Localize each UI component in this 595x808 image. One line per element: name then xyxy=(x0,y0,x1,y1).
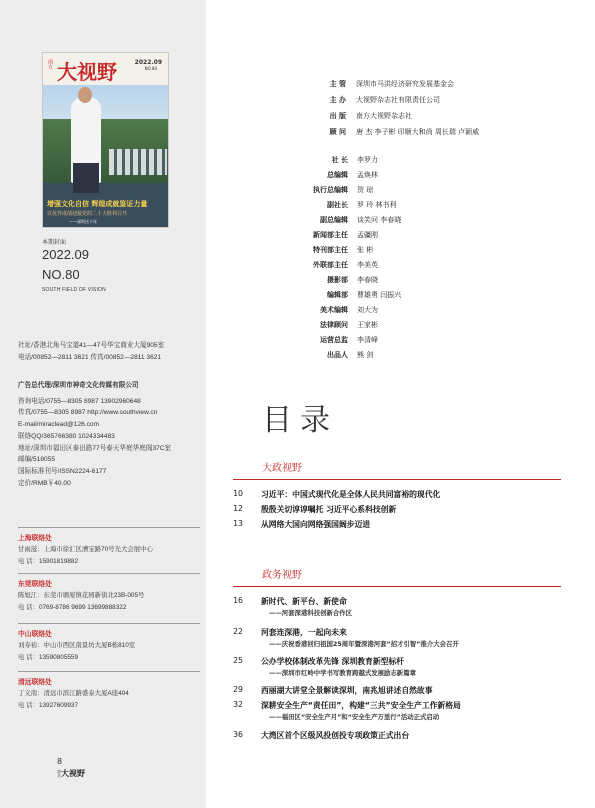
toc-entry-subtitle: ——庆祝香港回归祖国25周年暨深港河套“招才引智”推介大会召开 xyxy=(269,640,459,648)
masthead-row xyxy=(300,95,440,107)
advertising-line: 地址/深圳市福田区泰田路77号泰天华庭华庭阁37C室 xyxy=(18,444,172,452)
toc-page-number: 22 xyxy=(233,627,243,636)
masthead-row xyxy=(300,275,378,287)
cover-title: 大视野 xyxy=(57,60,117,84)
toc-entry-title: 深耕安全生产“责任田”，构建“三共”安全生产工作新格局 xyxy=(261,701,461,710)
advertising-line: E-mail/miraclead@126.com xyxy=(18,421,100,429)
masthead-row xyxy=(300,260,378,272)
masthead-label: 出品人 xyxy=(327,351,348,359)
advertising-line: 传真/0755—8305 8987 http://www.southview.cn xyxy=(18,409,158,417)
toc-entry-title: 习近平：中国式现代化是全体人民共同富裕的现代化 xyxy=(261,490,441,499)
cover-issue: 2022.09 xyxy=(134,59,162,66)
advertising-line: 定价/RMB￥40.00 xyxy=(18,479,71,487)
masthead-value: 谈笑问 李春晓 xyxy=(357,216,402,224)
masthead-row xyxy=(300,200,397,212)
cover-crowd xyxy=(109,149,167,175)
masthead-row xyxy=(300,305,378,317)
masthead-row xyxy=(300,185,374,197)
masthead-row xyxy=(300,290,402,302)
liaison-line: 刘寿裕：中山市西区南景坊大厦B栋810室 xyxy=(18,642,136,649)
masthead-label: 主 办 xyxy=(329,96,346,104)
masthead-row xyxy=(300,350,374,362)
toc-entry-subtitle: ——河套深港科技创新合作区 xyxy=(269,609,353,617)
advertising-line: 邮编/518055 xyxy=(18,456,56,464)
toc-entry-title: 从网络大国向网络强国阔步迈进 xyxy=(261,520,371,529)
toc-entry-title: 西丽湖大讲堂全景解读深圳，南兆旭讲述自然故事 xyxy=(261,686,433,695)
toc-page-number: 29 xyxy=(233,685,243,694)
masthead-value: 南方大视野杂志社 xyxy=(356,112,412,120)
liaison-title: 上海联络处 xyxy=(18,534,52,542)
masthead-value: 王家彬 xyxy=(357,321,378,329)
toc-page-number: 36 xyxy=(233,730,243,739)
cover-subheadline: 以优异成绩迎接党的二十大胜利召开 xyxy=(47,211,128,217)
cover-person-legs xyxy=(73,163,99,193)
liaison-line: 陈旭江：东莞市塘厦镇花园新街北23B-005号 xyxy=(18,592,145,599)
toc-entry-title: 殷殷关切谆谆嘱托 习近平心系科技创新 xyxy=(261,505,397,514)
masthead-value: 唐 杰 李子彬 印顺大和尚 周长瑞 卢颖威 xyxy=(356,128,480,136)
toc-page-number: 12 xyxy=(233,504,243,513)
toc-entry-subtitle: ——福田区“安全生产月”和“安全生产万里行”活动正式启动 xyxy=(269,713,440,721)
liaison-line: 电 话：15901819882 xyxy=(18,558,79,565)
masthead-value: 孟焕林 xyxy=(357,171,378,179)
masthead-row xyxy=(300,111,412,123)
masthead-row xyxy=(300,79,454,91)
masthead-label: 执行总编辑 xyxy=(313,186,348,194)
cover-small-text: 南方 xyxy=(47,59,53,69)
section-divider xyxy=(233,586,561,587)
masthead-row xyxy=(300,230,378,242)
divider xyxy=(18,573,200,574)
section-title: 大政视野 xyxy=(262,463,302,474)
masthead-label: 社 长 xyxy=(331,156,348,164)
footer-logo-text: 大视野 xyxy=(61,768,85,778)
masthead-label: 摄影部 xyxy=(327,276,348,284)
cover-headline: 增强文化自信 辉煌成就鉴证力量 xyxy=(47,200,148,208)
masthead-label: 出 版 xyxy=(329,112,346,120)
masthead-label: 运营总监 xyxy=(320,336,348,344)
address-block xyxy=(18,340,204,363)
masthead-value: 曹雄勇 闫振兴 xyxy=(357,291,402,299)
toc-entry-subtitle: ——深圳市红岭中学书写教育跨越式发展励志新篇章 xyxy=(269,669,416,677)
section-divider xyxy=(233,479,561,480)
cover-caption: 本期封面 xyxy=(42,239,67,246)
toc-page-number: 16 xyxy=(233,596,243,605)
toc-page-number: 25 xyxy=(233,656,243,665)
toc-entry-title: 河套连深港，一起向未来 xyxy=(261,628,347,637)
masthead-row xyxy=(300,335,378,347)
masthead-value: 李春晓 xyxy=(357,276,378,284)
liaison-line: 电 话：13927609937 xyxy=(18,702,79,709)
masthead-row xyxy=(300,155,378,167)
toc-entry-title: 公办学校体制改革先锋 深圳教育新型标杆 xyxy=(261,657,405,666)
toc-page-number: 10 xyxy=(233,489,243,498)
liaison-qingyuan xyxy=(18,671,204,712)
liaison-line: 甘雨滋：上海市徐汇区漕宝路70号光大会展中心 xyxy=(18,546,153,553)
advertising-line: 咨询电话/0755—8305 8987 13902960648 xyxy=(18,397,141,405)
footer-logo-small: 南方 xyxy=(57,769,61,778)
masthead-value: 罗 玲 林书利 xyxy=(357,201,397,209)
cover-tagline: ——深圳这十年 xyxy=(69,219,97,224)
liaison-line: 丁义南：清远市滨江路盛泰大厦A座404 xyxy=(18,690,129,697)
masthead-value: 李清峰 xyxy=(357,336,378,344)
masthead-row xyxy=(300,320,378,332)
masthead-label: 编辑部 xyxy=(327,291,348,299)
toc-page-number: 13 xyxy=(233,519,243,528)
masthead-value: 李美英 xyxy=(357,261,378,269)
masthead-row xyxy=(300,170,378,182)
masthead-label: 副总编辑 xyxy=(320,216,348,224)
masthead-value: 张 彬 xyxy=(357,246,374,254)
toc-title: 目录 xyxy=(262,403,338,438)
masthead-label: 美术编辑 xyxy=(320,306,348,314)
masthead-value: 大视野杂志社有限责任公司 xyxy=(356,96,440,104)
liaison-line: 电 话：13590805559 xyxy=(18,654,79,661)
advertising-line: 国际标准刊号/ISSN2224-6177 xyxy=(18,467,107,475)
masthead-label: 特刊部主任 xyxy=(313,246,348,254)
masthead-label: 顾 问 xyxy=(329,128,346,136)
cover-image xyxy=(42,52,169,228)
liaison-title: 清远联络处 xyxy=(18,678,52,686)
toc-entry-title: 大湾区首个区级风投创投专项政策正式出台 xyxy=(261,731,410,740)
masthead-label: 法律顾问 xyxy=(320,321,348,329)
cover-person-head xyxy=(78,87,92,103)
masthead-value: 熊 剑 xyxy=(357,351,374,359)
liaison-shanghai xyxy=(18,527,204,568)
toc-entry-title: 新时代、新平台、新使命 xyxy=(261,597,347,606)
masthead-label: 总编辑 xyxy=(327,171,348,179)
cover-issue-no: NO.80 xyxy=(144,66,157,71)
masthead-value: 贺 琼 xyxy=(357,186,374,194)
page-number: 8 xyxy=(57,757,63,766)
masthead-label: 主 管 xyxy=(329,80,346,88)
liaison-title: 中山联络处 xyxy=(18,630,52,638)
masthead-label: 副社长 xyxy=(327,201,348,209)
masthead-row xyxy=(300,245,374,257)
masthead-label: 外联部主任 xyxy=(313,261,348,269)
section-title: 政务视野 xyxy=(262,570,302,581)
divider xyxy=(18,623,200,624)
issue-date: 2022.09 xyxy=(42,247,89,262)
advertising-line: 联络QQ/365766380 1024334483 xyxy=(18,432,115,440)
masthead-value: 刘大为 xyxy=(357,306,378,314)
advertising-block xyxy=(18,380,204,489)
divider xyxy=(18,671,200,672)
masthead-row xyxy=(300,215,402,227)
footer-logo xyxy=(57,768,85,779)
liaison-zhongshan xyxy=(18,623,204,664)
masthead-label: 新闻部主任 xyxy=(313,231,348,239)
toc-page-number: 32 xyxy=(233,700,243,709)
phone-line: 电话/00852—2811 3621 传真/00852—2811 3621 xyxy=(18,353,162,361)
divider xyxy=(18,527,200,528)
liaison-title: 东莞联络处 xyxy=(18,580,52,588)
english-name: SOUTH FIELD OF VISION xyxy=(42,287,106,293)
address-line: 社址/香港北角马宝道41—47号华宝商业大厦905室 xyxy=(18,342,165,349)
masthead-value: 深圳市马洪经济研究发展基金会 xyxy=(356,80,454,88)
liaison-dongguan xyxy=(18,573,204,614)
masthead-row xyxy=(300,127,480,139)
masthead-value: 孟疆刚 xyxy=(357,231,378,239)
issue-number: NO.80 xyxy=(42,267,80,282)
liaison-line: 电 话：0769-8786 9699 13699888322 xyxy=(18,604,127,611)
advertising-title: 广告总代理/深圳市神奇文化传媒有限公司 xyxy=(18,382,139,389)
masthead-value: 李罗力 xyxy=(357,156,378,164)
